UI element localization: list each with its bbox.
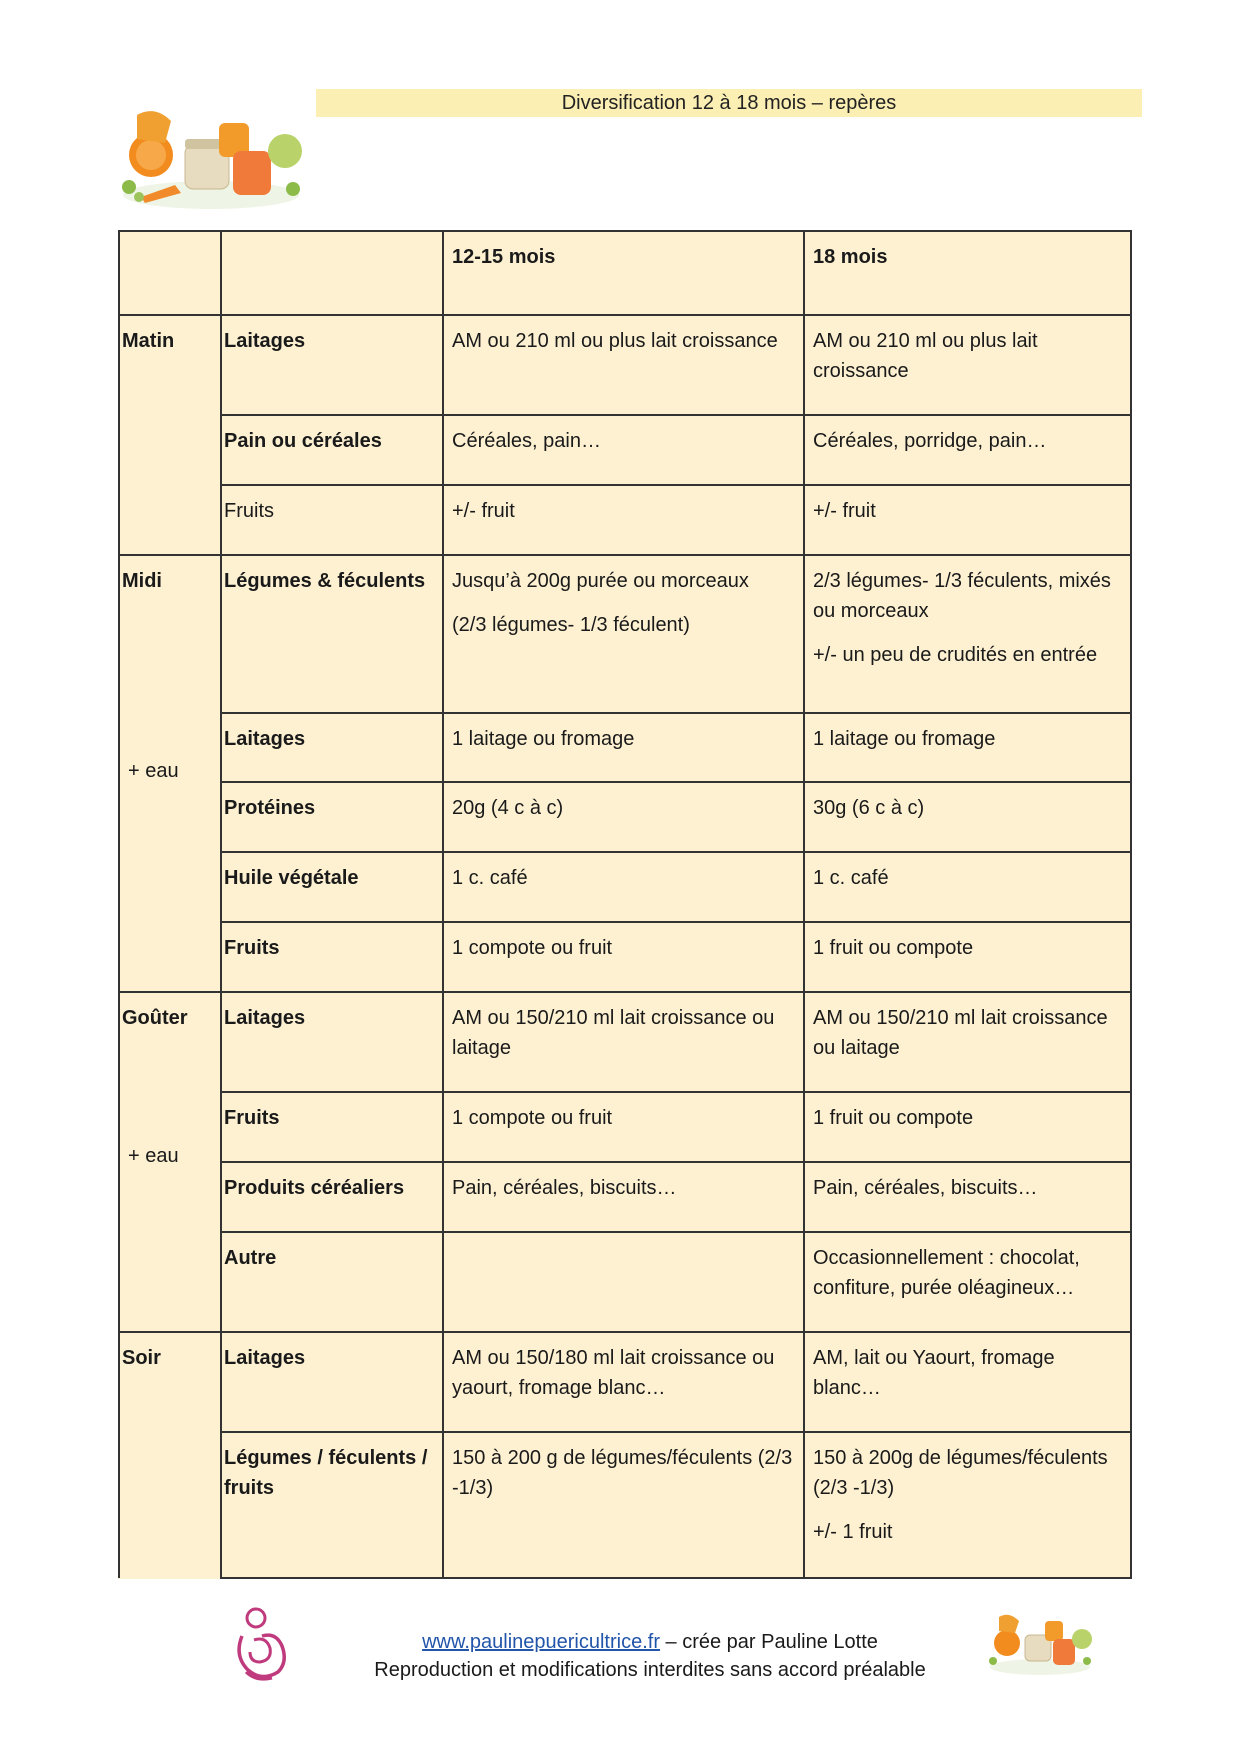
nutrition-table [118, 230, 1132, 1579]
category-cell: Laitages [221, 1332, 443, 1432]
value-cell: 150 à 200g de légumes/féculents (2/3 -1/3) +/- 1 fruit [804, 1432, 1131, 1578]
table-header-cell [221, 231, 443, 315]
column-header-18: 18 mois [804, 231, 1131, 315]
value-cell: AM ou 150/210 ml lait croissance ou laitage [443, 992, 804, 1092]
category-cell: Protéines [221, 782, 443, 852]
page-title: Diversification 12 à 18 mois – repères [316, 89, 1142, 117]
table-row [119, 415, 1131, 485]
value-cell: AM ou 150/210 ml lait croissance ou laitage [804, 992, 1131, 1092]
value-cell: 20g (4 c à c) [443, 782, 804, 852]
table-row [119, 992, 1131, 1092]
value-cell: 1 compote ou fruit [443, 922, 804, 992]
copyright-notice: Reproduction et modifications interdites sans accord préalable [374, 1659, 926, 1681]
period-soir: Soir [119, 1332, 221, 1578]
website-link[interactable]: www.paulinepuericultrice.fr [422, 1631, 660, 1653]
footer [300, 1628, 1000, 1684]
value-cell: 1 compote ou fruit [443, 1092, 804, 1162]
period-midi: Midi + eau [119, 555, 221, 992]
value-cell: 1 fruit ou compote [804, 1092, 1131, 1162]
category-cell: Laitages [221, 713, 443, 782]
value-cell: 1 laitage ou fromage [804, 713, 1131, 782]
value-cell: AM ou 150/180 ml lait croissance ou yaourt, fromage blanc… [443, 1332, 804, 1432]
fruit-jars-image-small [985, 1605, 1095, 1677]
value-cell: +/- fruit [804, 485, 1131, 555]
table-row [119, 713, 1131, 782]
table-row [119, 555, 1131, 713]
category-cell: Produits céréaliers [221, 1162, 443, 1232]
value-cell: 2/3 légumes- 1/3 féculents, mixés ou morceaux +/- un peu de crudités en entrée [804, 555, 1131, 713]
value-cell: 150 à 200 g de légumes/féculents (2/3 -1/3) [443, 1432, 804, 1578]
category-cell: Fruits [221, 1092, 443, 1162]
value-cell: AM ou 210 ml ou plus lait croissance [804, 315, 1131, 415]
value-cell: AM ou 210 ml ou plus lait croissance [443, 315, 804, 415]
table-row [119, 1092, 1131, 1162]
value-cell: Pain, céréales, biscuits… [804, 1162, 1131, 1232]
table-row [119, 852, 1131, 922]
table-row [119, 315, 1131, 415]
water-note: + eau [128, 1145, 179, 1167]
category-cell: Laitages [221, 315, 443, 415]
value-cell: 1 c. café [804, 852, 1131, 922]
table-row [119, 485, 1131, 555]
value-cell: Pain, céréales, biscuits… [443, 1162, 804, 1232]
column-header-12-15: 12-15 mois [443, 231, 804, 315]
category-cell: Légumes & féculents [221, 555, 443, 713]
table-header-row [119, 231, 1131, 315]
value-cell: Jusqu’à 200g purée ou morceaux (2/3 légumes- 1/3 féculent) [443, 555, 804, 713]
value-cell: 1 laitage ou fromage [443, 713, 804, 782]
category-cell: Autre [221, 1232, 443, 1332]
mother-child-logo [232, 1606, 290, 1686]
credit-text: – crée par Pauline Lotte [659, 1631, 878, 1653]
table-row [119, 1162, 1131, 1232]
value-cell: 30g (6 c à c) [804, 782, 1131, 852]
value-cell: AM, lait ou Yaourt, fromage blanc… [804, 1332, 1131, 1432]
value-cell: Céréales, pain… [443, 415, 804, 485]
value-cell [443, 1232, 804, 1332]
category-cell: Légumes / féculents / fruits [221, 1432, 443, 1578]
table-row [119, 1232, 1131, 1332]
category-cell: Huile végétale [221, 852, 443, 922]
category-cell: Fruits [221, 485, 443, 555]
table-row [119, 922, 1131, 992]
value-cell: 1 c. café [443, 852, 804, 922]
table-header-cell [119, 231, 221, 315]
category-cell: Fruits [221, 922, 443, 992]
table-row [119, 782, 1131, 852]
table-row [119, 1332, 1131, 1432]
fruit-jars-image [115, 95, 307, 213]
category-cell: Pain ou céréales [221, 415, 443, 485]
period-matin: Matin [119, 315, 221, 555]
value-cell: 1 fruit ou compote [804, 922, 1131, 992]
category-cell: Laitages [221, 992, 443, 1092]
table-row [119, 1432, 1131, 1578]
value-cell: +/- fruit [443, 485, 804, 555]
water-note: + eau [128, 760, 179, 782]
period-gouter: Goûter + eau [119, 992, 221, 1332]
value-cell: Céréales, porridge, pain… [804, 415, 1131, 485]
value-cell: Occasionnellement : chocolat, confiture, purée oléagineux… [804, 1232, 1131, 1332]
